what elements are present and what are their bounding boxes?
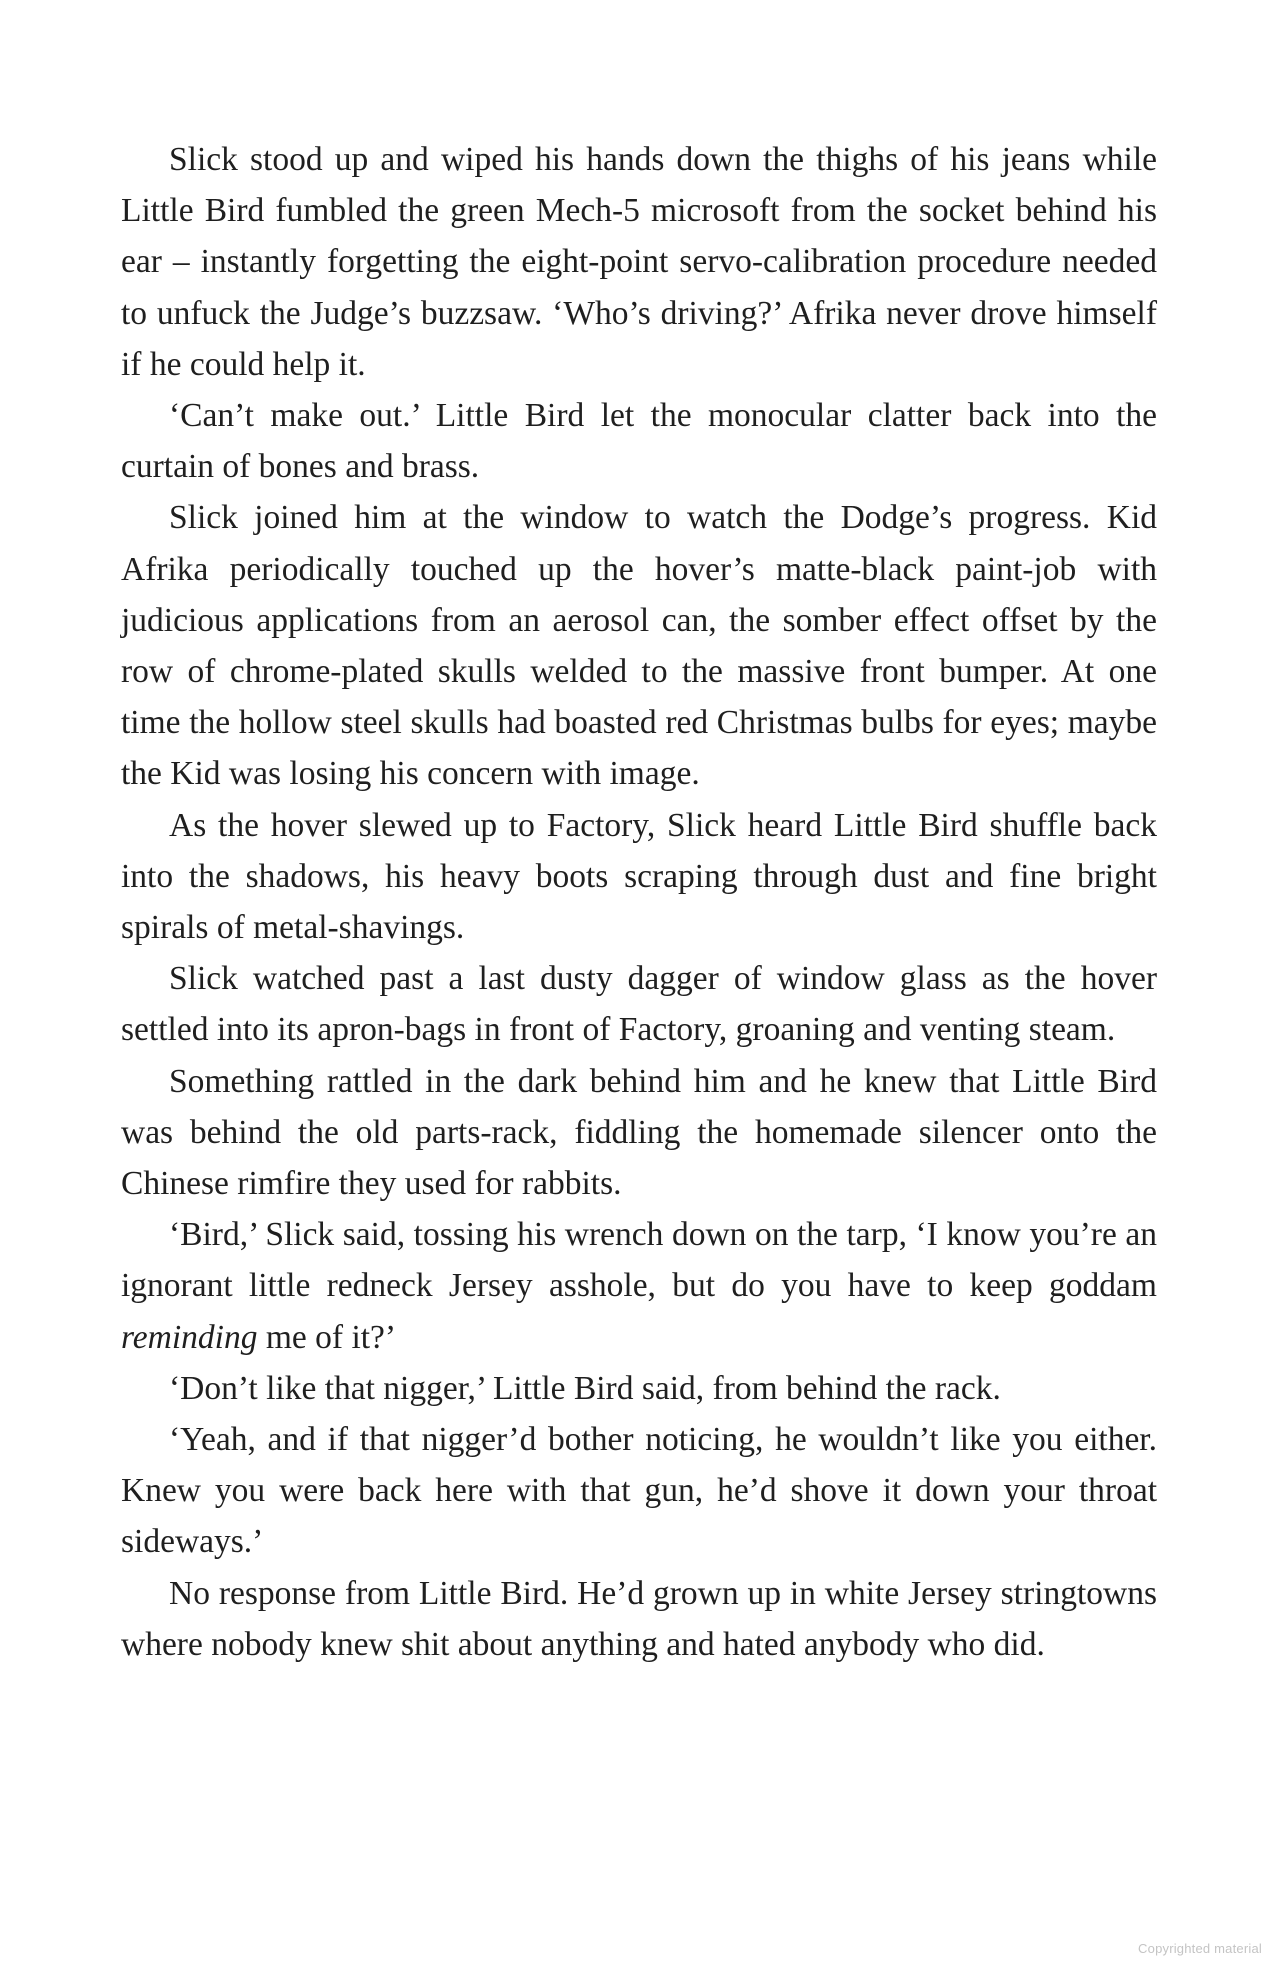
paragraph: ‘Can’t make out.’ Little Bird let the monocular clatter back into the curtain of bones and brass. — [121, 397, 1157, 486]
paragraph-with-emphasis — [121, 1209, 1157, 1363]
paragraph-text-after: me of it?’ — [257, 1318, 397, 1356]
body-text — [121, 134, 1157, 1670]
paragraph: ‘Don’t like that nigger,’ Little Bird said, from behind the rack. — [169, 1369, 1001, 1407]
paragraph: No response from Little Bird. He’d grown up in white Jersey stringtowns where nobody knew shit about anything and hated anybody who did. — [121, 1574, 1157, 1663]
paragraph: ‘Yeah, and if that nigger’d bother noticing, he wouldn’t like you either. Knew you were back here with that gun, he’d shove it down your throat sideways.’ — [121, 1421, 1157, 1561]
paragraph: Slick watched past a last dusty dagger of window glass as the hover settled into its apron-bags in front of Factory, groaning and venting steam. — [121, 960, 1157, 1049]
paragraph: As the hover slewed up to Factory, Slick heard Little Bird shuffle back into the shadows, his heavy boots scraping through dust and fine bright spirals of metal-shavings. — [121, 806, 1157, 947]
emphasized-word: reminding — [121, 1318, 258, 1356]
copyright-watermark: Copyrighted material — [1138, 1941, 1262, 1956]
paragraph-text-before: ‘Bird,’ Slick said, tossing his wrench down on the tarp, ‘I know you’re an ignorant little redneck Jersey asshole, but do you have to keep goddam — [121, 1216, 1157, 1305]
paragraph: Slick stood up and wiped his hands down the thighs of his jeans while Little Bird fumbled the green Mech-5 microsoft from the socket behind his ear – instantly forgetting the eight-point servo-calibration procedure needed to unfuck the Judge’s buzzsaw. ‘Who’s driving?’ Afrika never drove himself if he could help it. — [121, 141, 1157, 383]
paragraph: Slick joined him at the window to watch the Dodge’s progress. Kid Afrika periodically touched up the hover’s matte-black paint-job with judicious applications from an aerosol can, the somber effect offset by the row of chrome-plated skulls welded to the massive front bumper. At one time the hollow steel skulls had boasted red Christmas bulbs for eyes; maybe the Kid was losing his concern with image. — [121, 499, 1157, 793]
paragraph: Something rattled in the dark behind him and he knew that Little Bird was behind the old parts-rack, fiddling the homemade silencer onto the Chinese rimfire they used for rabbits. — [121, 1062, 1157, 1203]
